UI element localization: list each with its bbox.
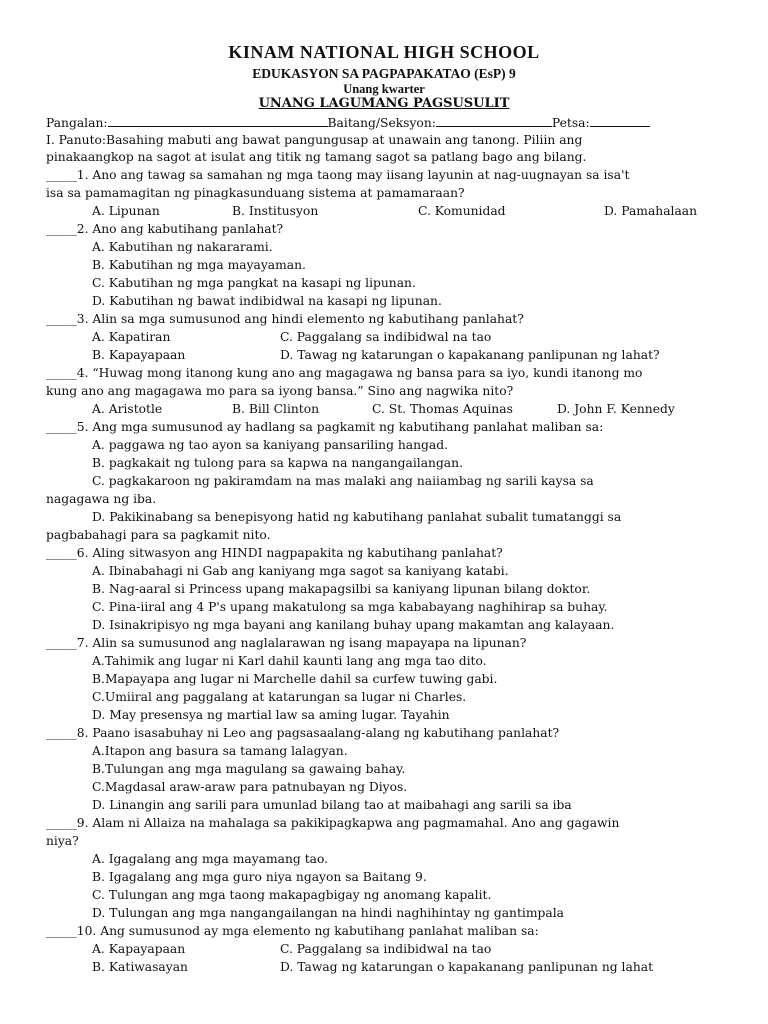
question-7-choice-a[interactable]: A.Tahimik ang lugar ni Karl dahil kaunti lang ang mga tao dito. bbox=[92, 654, 487, 668]
question-3-choice-d[interactable]: D. Tawag ng katarungan o kapakanang panlipunan ng lahat? bbox=[280, 348, 660, 362]
question-8-choice-d[interactable]: D. Linangin ang sarili para umunlad bilang tao at maibahagi ang sarili sa iba bbox=[92, 798, 572, 812]
question-6-choice-a[interactable]: A. Ibinabahagi ni Gab ang kaniyang mga sagot sa kaniyang katabi. bbox=[92, 564, 509, 578]
student-info-row bbox=[46, 114, 726, 132]
question-9-line-1: _____9. Alam ni Allaiza na mahalaga sa pakikipagkapwa ang pagmamahal. Ano ang gagawin bbox=[46, 816, 620, 830]
question-5-choice-d[interactable]: D. Pakikinabang sa benepisyong hatid ng kabutihang panlahat subalit tumatanggi sa bbox=[92, 510, 622, 524]
grade-section-field[interactable] bbox=[436, 115, 552, 127]
question-2-line-1: _____2. Ano ang kabutihang panlahat? bbox=[46, 222, 284, 236]
question-3-line-1: _____3. Alin sa mga sumusunod ang hindi elemento ng kabutihang panlahat? bbox=[46, 312, 524, 326]
question-2-choice-d[interactable]: D. Kabutihan ng bawat indibidwal na kasapi ng lipunan. bbox=[92, 294, 442, 308]
question-10-choice-b[interactable]: B. Katiwasayan bbox=[92, 960, 188, 974]
question-9-choice-a[interactable]: A. Igagalang ang mga mayamang tao. bbox=[92, 852, 329, 866]
instructions-line-2: pinakaangkop na sagot at isulat ang titik ng tamang sagot sa patlang bago ang bilang. bbox=[46, 150, 587, 164]
date-field[interactable] bbox=[590, 115, 650, 127]
question-9-choice-b[interactable]: B. Igagalang ang mga guro niya ngayon sa Baitang 9. bbox=[92, 870, 427, 884]
question-3-choice-a[interactable]: A. Kapatiran bbox=[92, 330, 171, 344]
grade-section-label: Baitang/Seksyon: bbox=[327, 116, 436, 130]
exam-title bbox=[0, 96, 768, 111]
question-9-choice-c[interactable]: C. Tulungan ang mga taong makapagbigay ng anomang kapalit. bbox=[92, 888, 492, 902]
question-4-choice-b[interactable]: B. Bill Clinton bbox=[232, 402, 320, 416]
question-8-line-1: _____8. Paano isasabuhay ni Leo ang pagsasaalang-alang ng kabutihang panlahat? bbox=[46, 726, 560, 740]
instructions-line-1: I. Panuto:Basahing mabuti ang bawat pangungusap at unawain ang tanong. Piliin ang bbox=[46, 133, 583, 147]
question-10-choice-d[interactable]: D. Tawag ng katarungan o kapakanang panlipunan ng lahat bbox=[280, 960, 654, 974]
question-3-choice-b[interactable]: B. Kapayapaan bbox=[92, 348, 186, 362]
question-7-line-1: _____7. Alin sa sumusunod ang naglalarawan ng isang mapayapa na lipunan? bbox=[46, 636, 527, 650]
question-5-line-1: _____5. Ang mga sumusunod ay hadlang sa pagkamit ng kabutihang panlahat maliban sa: bbox=[46, 420, 604, 434]
question-8-choice-c[interactable]: C.Magdasal araw-araw para patnubayan ng Diyos. bbox=[92, 780, 408, 794]
question-10-choice-a[interactable]: A. Kapayapaan bbox=[92, 942, 186, 956]
question-6-choice-b[interactable]: B. Nag-aaral si Princess upang makapagsilbi sa kaniyang lipunan bilang doktor. bbox=[92, 582, 591, 596]
question-1-line-1: _____1. Ano ang tawag sa samahan ng mga taong may iisang layunin at nag-uugnayan sa isa't bbox=[46, 168, 630, 182]
question-6-line-1: _____6. Aling sitwasyon ang HINDI nagpapakita ng kabutihang panlahat? bbox=[46, 546, 503, 560]
school-name: KINAM NATIONAL HIGH SCHOOL bbox=[228, 42, 540, 62]
name-field[interactable] bbox=[108, 115, 328, 127]
question-4-line-2: kung ano ang magagawa mo para sa iyong bansa.” Sino ang nagwika nito? bbox=[46, 384, 514, 398]
question-1-choice-c[interactable]: C. Komunidad bbox=[418, 204, 506, 218]
question-8-choice-a[interactable]: A.Itapon ang basura sa tamang lalagyan. bbox=[92, 744, 348, 758]
question-2-choice-b[interactable]: B. Kabutihan ng mga mayayaman. bbox=[92, 258, 306, 272]
question-5-choice-c-cont: nagagawa ng iba. bbox=[46, 492, 157, 506]
date-label: Petsa: bbox=[551, 116, 590, 130]
question-9-line-2: niya? bbox=[46, 834, 79, 848]
question-5-choice-d-cont: pagbabahagi para sa pagkamit nito. bbox=[46, 528, 271, 542]
question-5-choice-a[interactable]: A. paggawa ng tao ayon sa kaniyang pansariling hangad. bbox=[92, 438, 448, 452]
question-3-choice-c[interactable]: C. Paggalang sa indibidwal na tao bbox=[280, 330, 492, 344]
question-8-choice-b[interactable]: B.Tulungan ang mga magulang sa gawaing bahay. bbox=[92, 762, 406, 776]
quarter-label: Unang kwarter bbox=[343, 82, 425, 96]
exam-title-text: UNANG LAGUMANG PAGSUSULIT bbox=[258, 96, 510, 111]
question-5-choice-b[interactable]: B. pagkakait ng tulong para sa kapwa na nangangailangan. bbox=[92, 456, 463, 470]
question-6-choice-d[interactable]: D. Isinakripisyo ng mga bayani ang kanilang buhay upang makamtan ang kalayaan. bbox=[92, 618, 615, 632]
question-9-choice-d[interactable]: D. Tulungan ang mga nangangailangan na hindi naghihintay ng gantimpala bbox=[92, 906, 564, 920]
question-4-choice-d[interactable]: D. John F. Kennedy bbox=[557, 402, 675, 416]
question-5-choice-c[interactable]: C. pagkakaroon ng pakiramdam na mas malaki ang naiiambag ng sarili kaysa sa bbox=[92, 474, 594, 488]
question-1-choice-a[interactable]: A. Lipunan bbox=[92, 204, 160, 218]
question-1-choice-b[interactable]: B. Institusyon bbox=[232, 204, 319, 218]
name-label: Pangalan: bbox=[46, 116, 108, 130]
question-7-choice-d[interactable]: D. May presensya ng martial law sa aming lugar. Tayahin bbox=[92, 708, 450, 722]
question-10-line-1: _____10. Ang sumusunod ay mga elemento ng kabutihang panlahat maliban sa: bbox=[46, 924, 539, 938]
question-6-choice-c[interactable]: C. Pina-iiral ang 4 P's upang makatulong sa mga kababayang naghihirap sa buhay. bbox=[92, 600, 608, 614]
question-2-choice-a[interactable]: A. Kabutihan ng nakararami. bbox=[92, 240, 273, 254]
question-10-choice-c[interactable]: C. Paggalang sa indibidwal na tao bbox=[280, 942, 492, 956]
question-4-line-1: _____4. “Huwag mong itanong kung ano ang magagawa ng bansa para sa iyo, kundi itanong mo bbox=[46, 366, 643, 380]
question-7-choice-b[interactable]: B.Mapayapa ang lugar ni Marchelle dahil sa curfew tuwing gabi. bbox=[92, 672, 498, 686]
question-4-choice-a[interactable]: A. Aristotle bbox=[92, 402, 163, 416]
question-7-choice-c[interactable]: C.Umiiral ang paggalang at katarungan sa lugar ni Charles. bbox=[92, 690, 467, 704]
question-2-choice-c[interactable]: C. Kabutihan ng mga pangkat na kasapi ng lipunan. bbox=[92, 276, 416, 290]
question-1-line-2: isa sa pamamagitan ng pinagkasunduang sistema at pamamaraan? bbox=[46, 186, 465, 200]
subject-title: EDUKASYON SA PAGPAPAKATAO (EsP) 9 bbox=[252, 66, 516, 81]
question-1-choice-d[interactable]: D. Pamahalaan bbox=[604, 204, 698, 218]
question-4-choice-c[interactable]: C. St. Thomas Aquinas bbox=[372, 402, 513, 416]
